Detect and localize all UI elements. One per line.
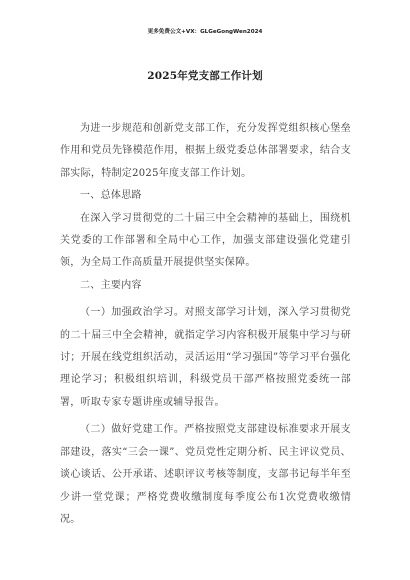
overall-paragraph: 在深入学习贯彻党的二十届三中全会精神的基础上，围绕机关党委的工作部署和全局中心工作，加强支部建设强化党建引领，为全局工作高质量开展提供坚实保障。 (60, 212, 351, 269)
section-heading-main: 二、主要内容 (80, 279, 142, 291)
page-title: 2025年党支部工作计划 (147, 70, 263, 82)
document-body (60, 118, 351, 531)
header-watermark: 更多免费公文+VX：GLGeGongWen2024 (147, 29, 263, 35)
party-building-paragraph: （二）做好党建工作。严格按照党支部建设标准要求开展支部建设，落实“三会一课”、党员党性定期分析、民主评议党员、谈心谈话、公开承诺、述职评议考核等制度，支部书记每半年至少讲一堂党课；严格党费收缴制度每季度公布1次党费收缴情况。 (60, 424, 351, 525)
intro-paragraph: 为进一步规范和创新党支部工作，充分发挥党组织核心堡垒作用和党员先锋模范作用，根据上级党委总体部署要求，结合支部实际，特制定2025年度支部工作计划。 (60, 123, 351, 179)
section-heading-overall: 一、总体思路 (80, 190, 142, 202)
political-study-paragraph: （一）加强政治学习。对照支部学习计划，深入学习贯彻党的二十届三中全会精神，就指定学习内容积极开展集中学习与研讨；开展在线党组织活动，灵活运用“学习强国”等学习平台强化理论学习；积极组织培训，科级党员干部严格按照党委统一部署，听取专家专题讲座或辅导报告。 (60, 307, 351, 408)
